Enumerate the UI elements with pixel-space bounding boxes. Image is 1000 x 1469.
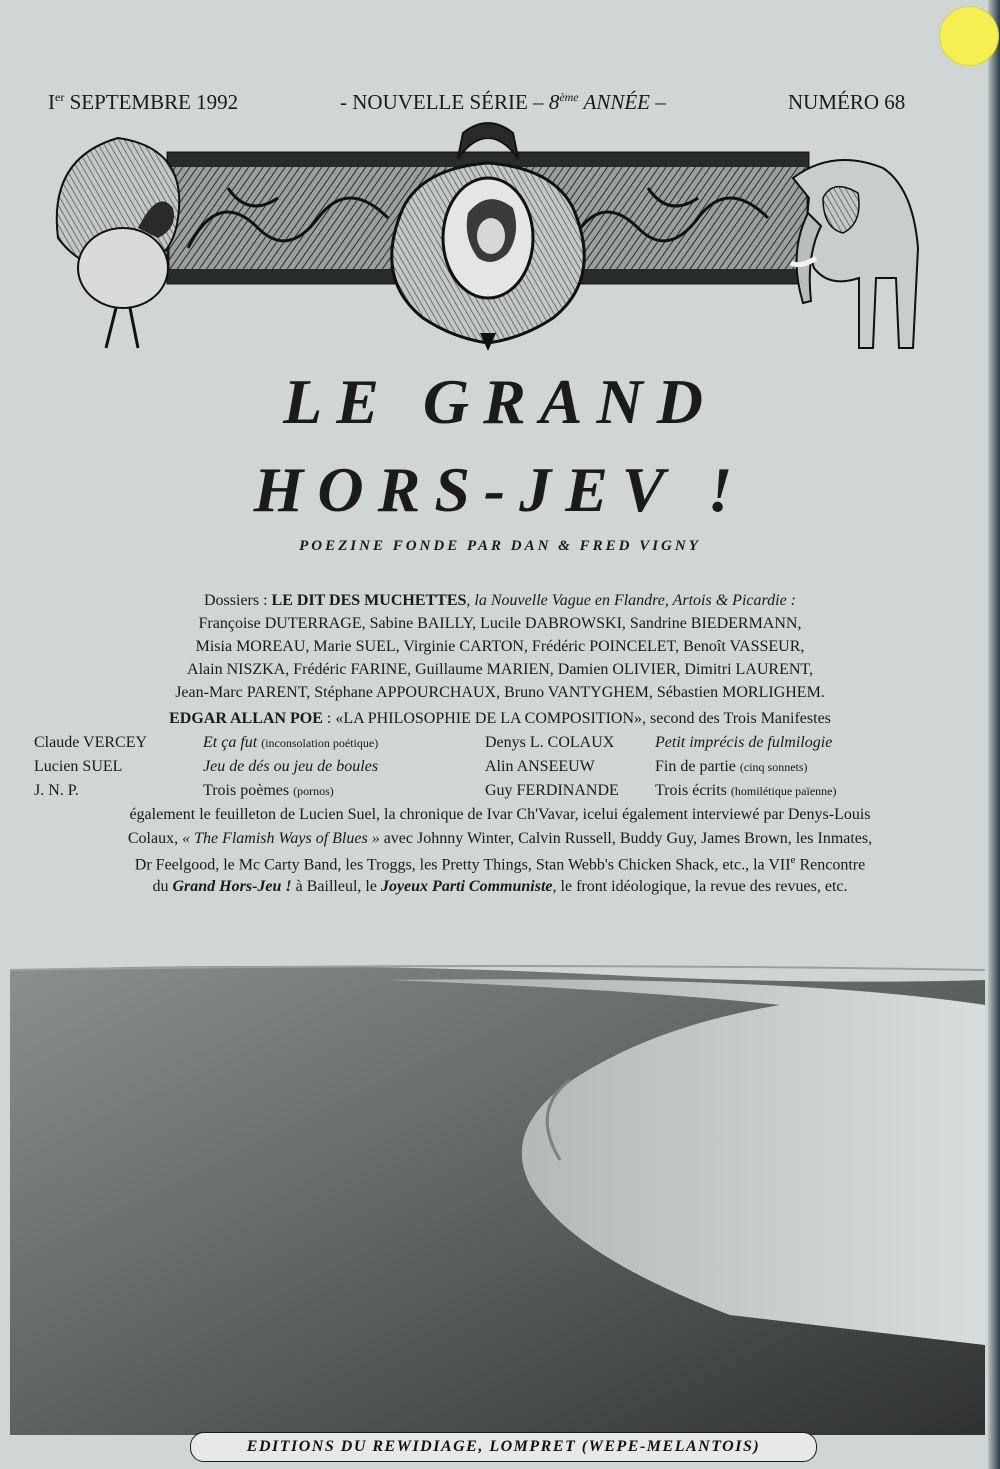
series-label: - NOUVELLE SÉRIE – 8ème ANNÉE – [340,90,666,114]
contents-author: Guy FERDINANDE [485,782,619,799]
publisher-footer: EDITIONS DU REWIDIAGE, LOMPRET (WEPE-MELANTOIS) [190,1432,817,1462]
page-edge [988,0,1000,1469]
contents-author: Claude VERCEY [34,734,148,751]
landscape-photo [10,960,985,1435]
contributors-line-4: Jean-Marc PARENT, Stéphane APPOURCHAUX, Bruno VANTYGHEM, Sébastien MORLIGHEM. [175,684,825,701]
contents-work: Jeu de dés ou jeu de boules [203,758,379,775]
contents-work: Et ça fut (inconsolation poétique) [203,734,379,751]
contents-author: Denys L. COLAUX [485,734,615,751]
contributors-line-2: Misia MOREAU, Marie SUEL, Virginie CARTON, Frédéric POINCELET, Benoît VASSEUR, [195,638,805,655]
contents-author: Alin ANSEEUW [485,758,595,775]
contents-author: J. N. P. [34,782,79,799]
also-line-3: Dr Feelgood, le Mc Carty Band, les Troggs, les Pretty Things, Stan Webb's Chicken Shack, etc., la VIIe Rencontre [134,854,866,874]
also-line-1: également le feuilleton de Lucien Suel, la chronique de Ivar Ch'Vavar, icelui également interviewé par Denys-Louis [129,806,871,823]
title-line-1: LE GRAND [283,366,717,437]
poe-line: EDGAR ALLAN POE : «LA PHILOSOPHIE DE LA COMPOSITION», second des Trois Manifestes [169,710,831,727]
contents-work: Fin de partie (cinq sonnets) [655,758,808,775]
contents-author: Lucien SUEL [34,758,123,775]
dossiers-line: Dossiers : LE DIT DES MUCHETTES, la Nouvelle Vague en Flandre, Artois & Picardie : [203,592,796,609]
contents-work: Trois écrits (homilétique païenne) [655,782,837,799]
also-line-4: du Grand Hors-Jeu ! à Bailleul, le Joyeux Parti Communiste, le front idéologique, la revue des revues, etc. [152,878,848,895]
engraved-banner-illustration [48,118,928,358]
subtitle: POEZINE FONDE PAR DAN & FRED VIGNY [299,538,701,554]
also-line-2: Colaux, « The Flamish Ways of Blues » avec Johnny Winter, Calvin Russell, Buddy Guy, James Brown, les Inmates, [127,830,873,847]
contents-work: Trois poèmes (pornos) [203,782,334,799]
turkey-illustration [57,138,180,348]
contents-work: Petit imprécis de fulmilogie [655,734,833,751]
title-line-2: HORS-JEV ! [253,454,747,525]
yellow-sticker [939,6,999,66]
issue-date: Ier SEPTEMBRE 1992 [48,90,239,114]
elephant-illustration [791,160,918,348]
issue-number: NUMÉRO 68 [788,90,906,114]
contributors-line-3: Alain NISZKA, Frédéric FARINE, Guillaume MARIEN, Damien OLIVIER, Dimitri LAURENT, [187,661,813,678]
contributors-line-1: Françoise DUTERRAGE, Sabine BAILLY, Lucile DABROWSKI, Sandrine BIEDERMANN, [198,615,802,632]
